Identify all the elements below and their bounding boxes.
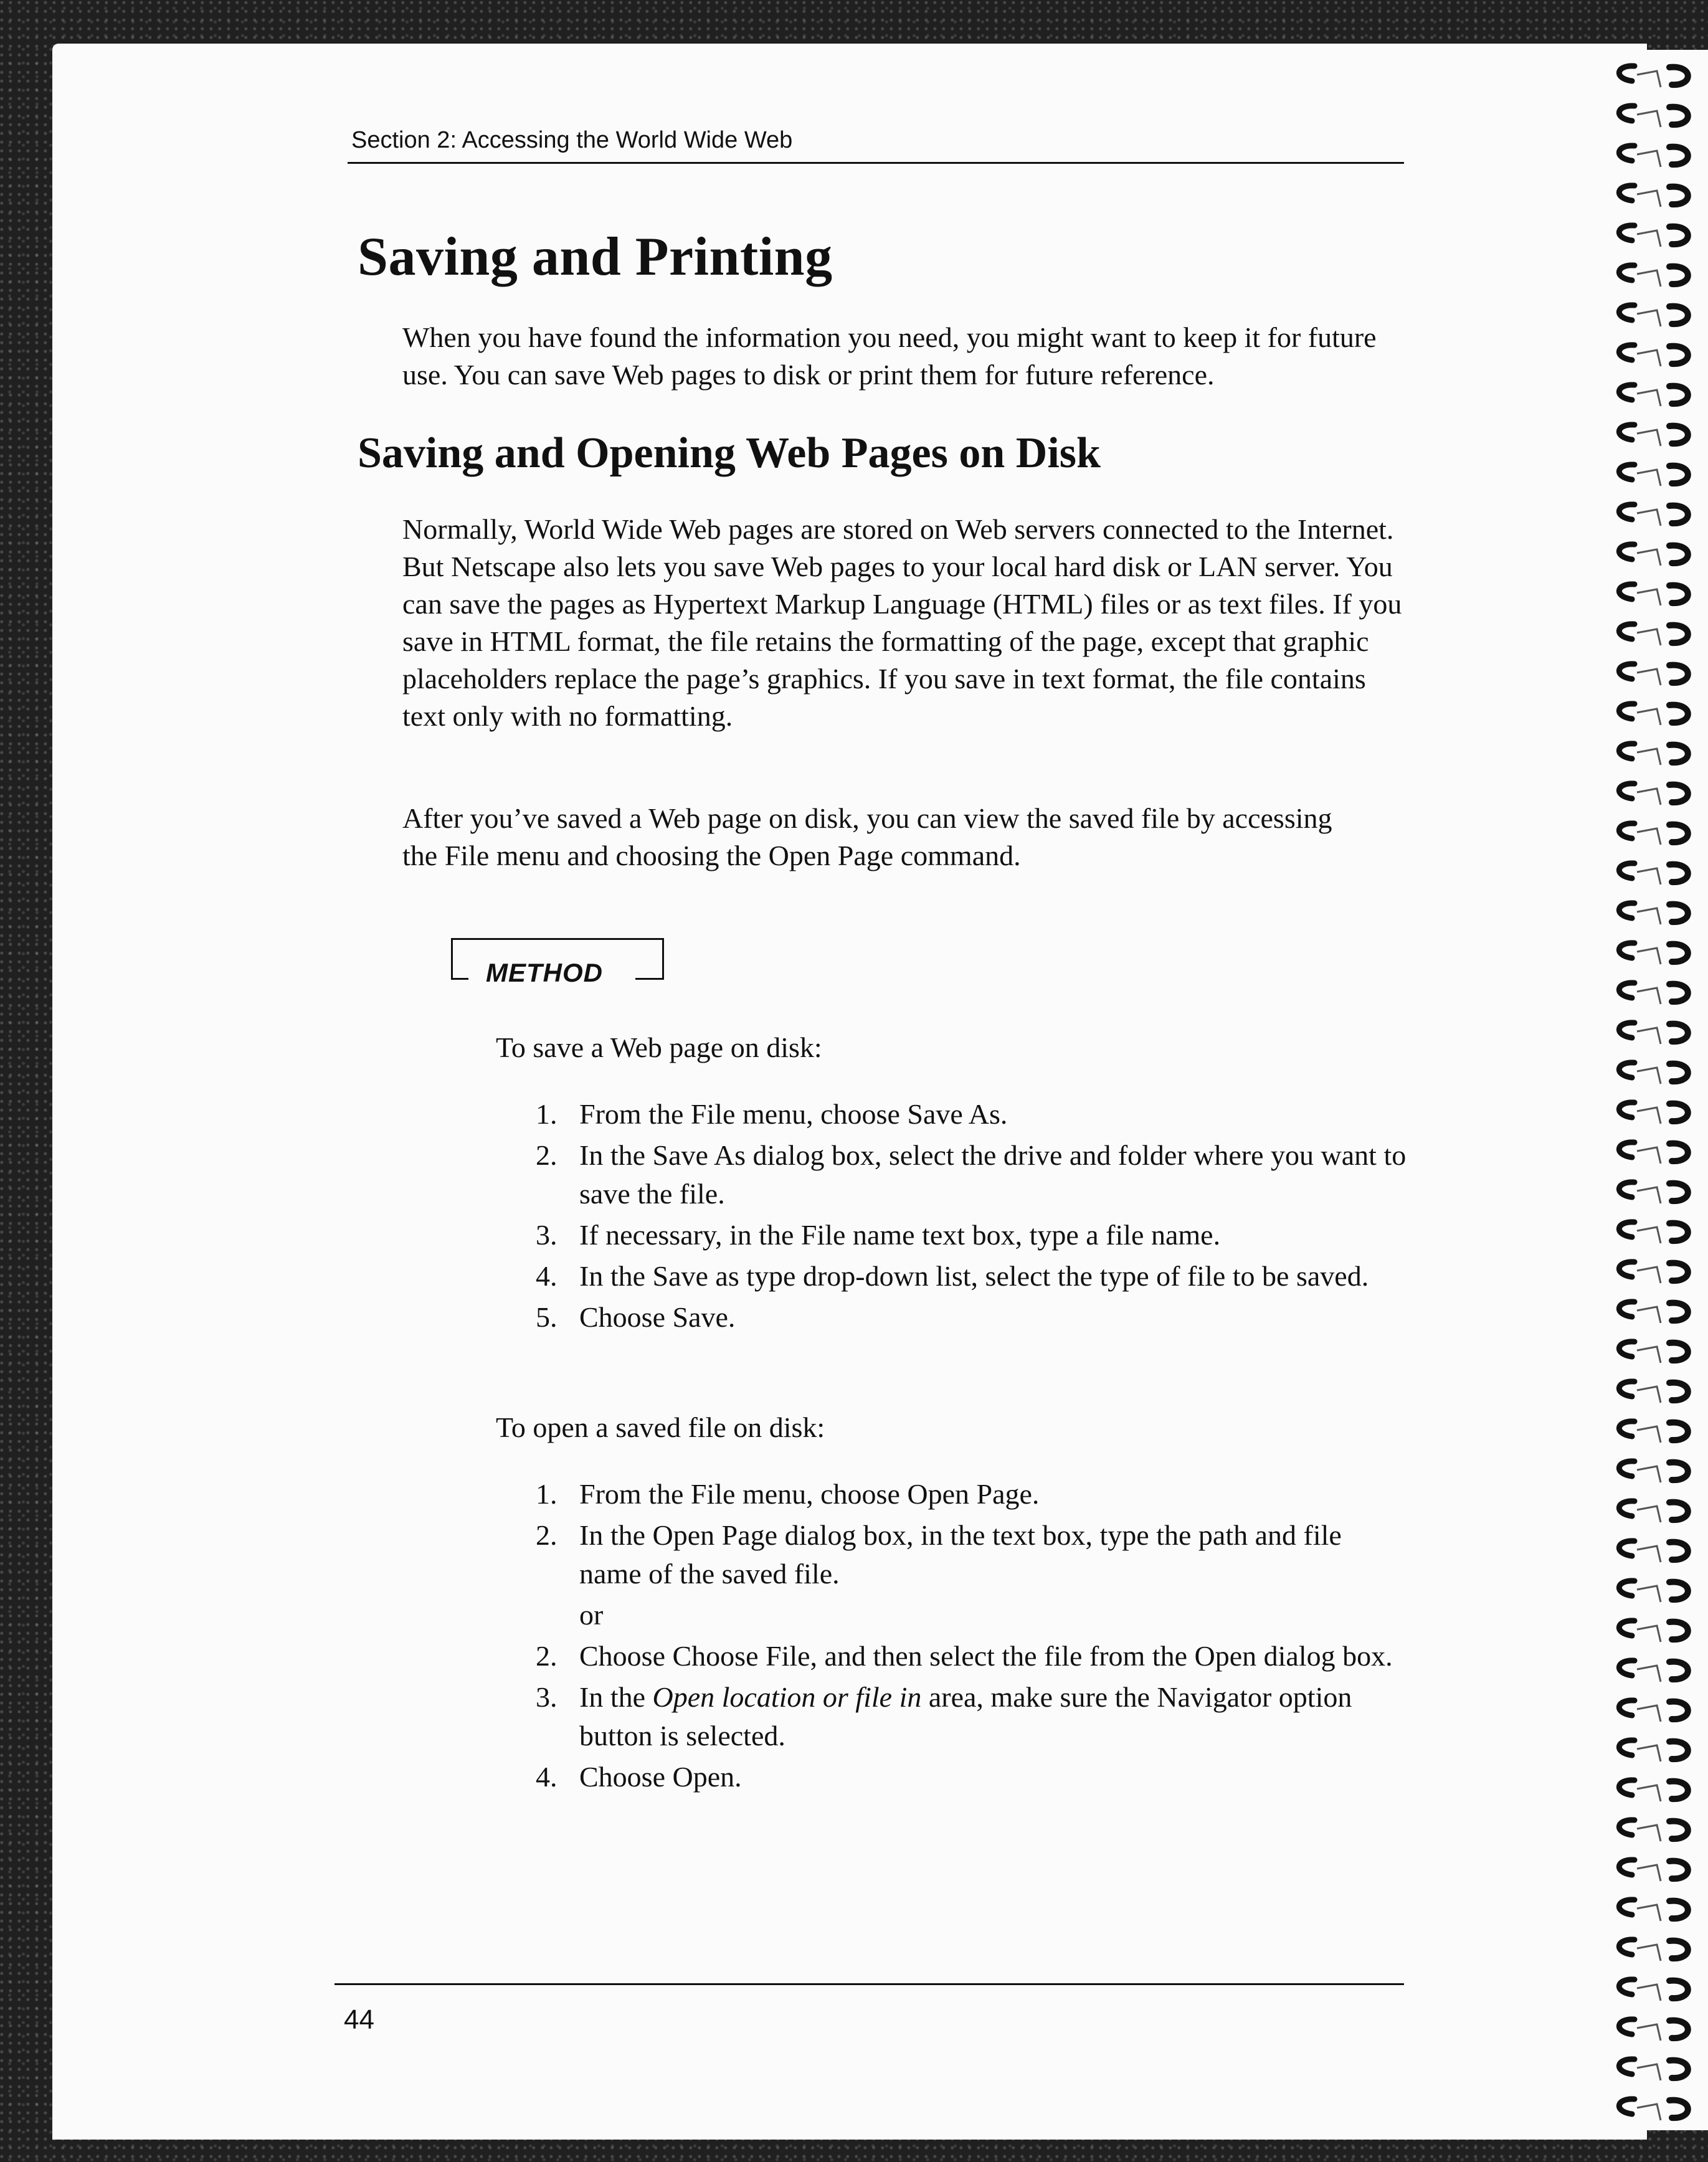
coil-ring (1619, 1063, 1687, 1084)
coil-ring (1619, 66, 1687, 87)
coil-ring (1619, 1979, 1687, 2001)
coil-ring (1619, 265, 1687, 287)
coil-ring (1619, 863, 1687, 884)
step-text: Choose Open. (579, 1761, 742, 1793)
coil-ring (1619, 1302, 1687, 1323)
step-text: Choose Save. (579, 1301, 736, 1333)
coil-ring (1619, 903, 1687, 924)
coil-ring (1619, 983, 1687, 1004)
coil-ring (1619, 744, 1687, 765)
spiral-binding (1607, 50, 1708, 2130)
method-label: METHOD (481, 958, 608, 988)
list-item (536, 1475, 1408, 1514)
body-paragraph-1: Normally, World Wide Web pages are stored on Web servers connected to the Internet. But Netscape also lets you save Web pages to your local hard disk or LAN server. You can save the pages as Hypertext Markup Language (HTML) files or as text files. If you save in HTML format, the file retains the formatting of the page, except that graphic placeholders replace the page’s graphics. If you save in text format, the file contains text only with no formatting. (402, 513, 1402, 732)
step-text: From the File menu, choose Save As. (579, 1098, 1008, 1130)
step-text: In the (579, 1681, 653, 1713)
list-item (536, 1257, 1408, 1296)
section-subtitle: Saving and Opening Web Pages on Disk (358, 429, 1101, 477)
list-item (536, 1678, 1408, 1755)
coil-ring (1619, 1382, 1687, 1403)
step-number: 3. (536, 1681, 557, 1713)
step-text: In the Save As dialog box, select the drive and folder where you want to save the file. (579, 1139, 1407, 1210)
step-number: 2. (536, 1139, 557, 1171)
coil-ring (1619, 385, 1687, 406)
coil-ring (1619, 1501, 1687, 1522)
coil-ring (1619, 1182, 1687, 1203)
list-item (536, 1216, 1408, 1254)
open-intro: To open a saved file on disk: (496, 1411, 825, 1443)
coil-ring (1619, 225, 1687, 247)
coil-ring (1619, 1023, 1687, 1044)
list-item (536, 1516, 1408, 1593)
method-frame-corner-right (635, 978, 662, 980)
coil-ring (1619, 1222, 1687, 1243)
coil-ring (1619, 1461, 1687, 1482)
coil-ring (1619, 2019, 1687, 2041)
coil-ring (1619, 505, 1687, 526)
step-text: In the Save as type drop-down list, select the type of file to be saved. (579, 1260, 1369, 1292)
step-number: 2. (536, 1640, 557, 1672)
intro-paragraph: When you have found the information you need, you might want to keep it for future use. You can save Web pages to disk or print them for future reference. (402, 321, 1377, 391)
coil-ring (1619, 1661, 1687, 1682)
coil-ring (1619, 1700, 1687, 1722)
step-text: Choose Choose File, and then select the file from the Open dialog box. (579, 1640, 1393, 1672)
step-number: 1. (536, 1478, 557, 1510)
step-text-italic: Open location or file in (652, 1681, 922, 1713)
save-steps-list (536, 1095, 1408, 1339)
coil-ring (1619, 106, 1687, 127)
page-number: 44 (344, 2004, 374, 2035)
step-text: If necessary, in the File name text box, type a file name. (579, 1219, 1221, 1251)
step-text: In the Open Page dialog box, in the text box, type the path and file name of the saved file. (579, 1519, 1342, 1590)
list-item (536, 1596, 1408, 1634)
coil-ring (1619, 823, 1687, 845)
open-steps-list (536, 1475, 1408, 1799)
section-header: Section 2: Accessing the World Wide Web (351, 127, 793, 153)
coil-ring (1619, 1421, 1687, 1443)
body-paragraph-2: After you’ve saved a Web page on disk, you can view the saved file by accessing the File menu and choosing the Open Page command. (402, 802, 1332, 871)
coil-ring (1619, 1342, 1687, 1363)
coil-ring (1619, 1262, 1687, 1283)
coil-ring (1619, 186, 1687, 207)
step-text: From the File menu, choose Open Page. (579, 1478, 1040, 1510)
coil-ring (1619, 1900, 1687, 1921)
step-number: 4. (536, 1260, 557, 1292)
coil-ring (1619, 544, 1687, 566)
coil-ring (1619, 1102, 1687, 1124)
coil-ring (1619, 664, 1687, 685)
list-item (536, 1758, 1408, 1796)
coil-ring (1619, 2099, 1687, 2120)
coil-ring (1619, 1581, 1687, 1602)
coil-ring (1619, 1780, 1687, 1801)
step-number: 4. (536, 1761, 557, 1793)
coil-ring (1619, 1860, 1687, 1881)
or-text: or (579, 1599, 604, 1631)
coil-ring (1619, 2059, 1687, 2080)
step-number: 1. (536, 1098, 557, 1130)
method-frame-corner-left (451, 978, 468, 980)
header-rule (348, 162, 1404, 164)
coil-ring (1619, 146, 1687, 167)
step-number: 2. (536, 1519, 557, 1551)
coil-ring (1619, 784, 1687, 805)
footer-rule (334, 1983, 1404, 1985)
binding-coils (1607, 50, 1708, 2130)
coil-ring (1619, 1940, 1687, 1961)
method-callout (451, 938, 663, 987)
coil-ring (1619, 1621, 1687, 1642)
step-number: 5. (536, 1301, 557, 1333)
coil-ring (1619, 943, 1687, 964)
step-number: 3. (536, 1219, 557, 1251)
coil-ring (1619, 624, 1687, 645)
page-title: Saving and Printing (358, 227, 833, 287)
coil-ring (1619, 1541, 1687, 1562)
save-intro: To save a Web page on disk: (496, 1031, 822, 1063)
list-item (536, 1637, 1408, 1676)
list-item (536, 1298, 1408, 1337)
coil-ring (1619, 584, 1687, 605)
coil-ring (1619, 305, 1687, 326)
list-item (536, 1095, 1408, 1134)
coil-ring (1619, 704, 1687, 725)
coil-ring (1619, 1142, 1687, 1164)
coil-ring (1619, 465, 1687, 486)
list-item (536, 1136, 1408, 1213)
coil-ring (1619, 1820, 1687, 1841)
step-text: area, make sure the Navigator option button is selected. (579, 1681, 1352, 1752)
coil-ring (1619, 425, 1687, 446)
coil-ring (1619, 345, 1687, 366)
coil-ring (1619, 1740, 1687, 1761)
